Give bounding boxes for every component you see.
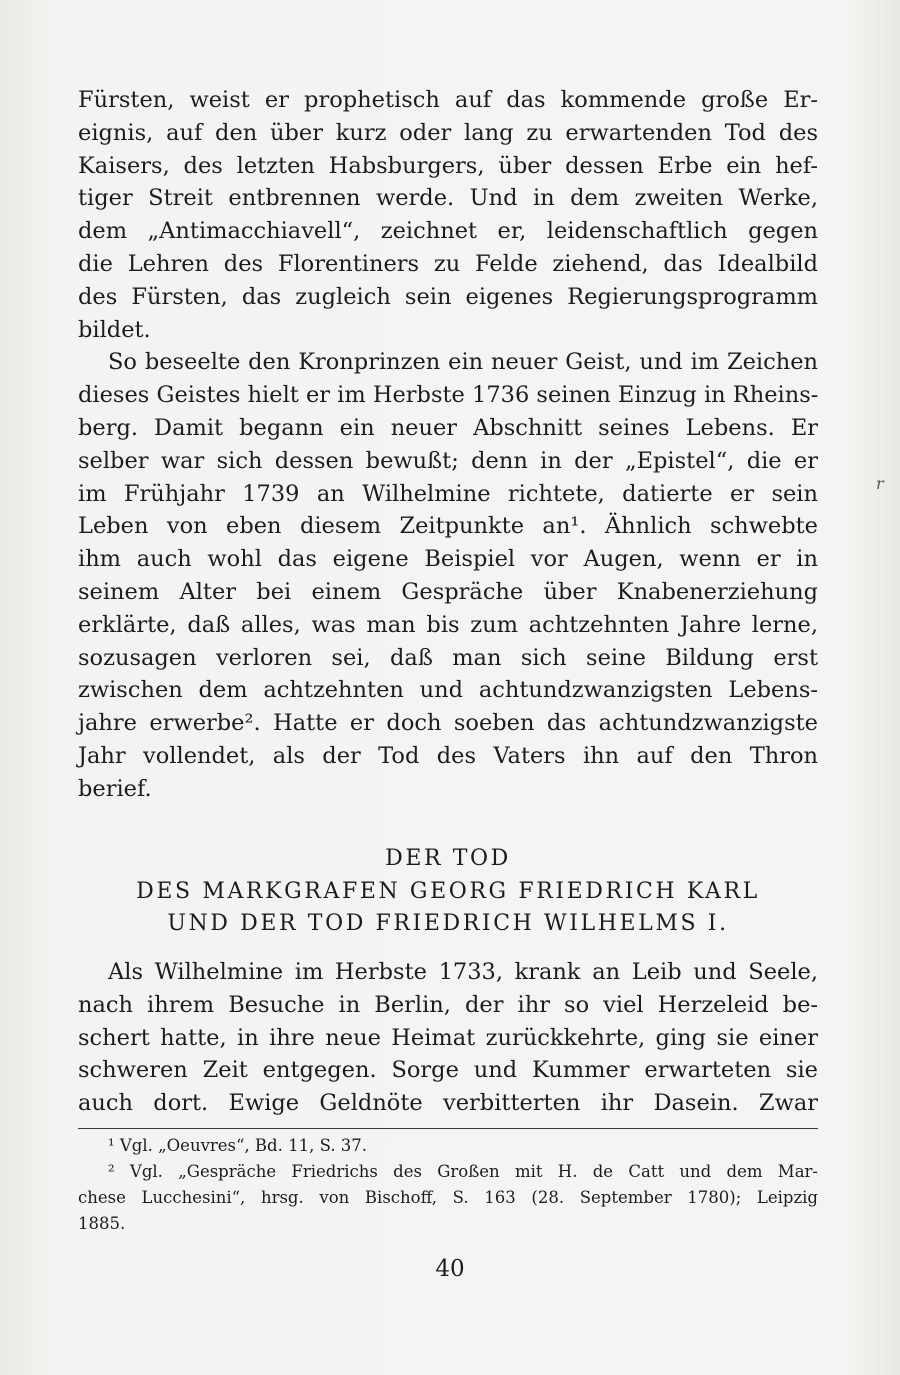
- text-line: ihm auch wohl das eigene Beispiel vor Augen, wenn er in: [78, 546, 818, 573]
- text-line: im Frühjahr 1739 an Wilhelmine richtete, datierte er sein: [78, 480, 818, 507]
- text-line: dem „Antimacchiavell“, zeichnet er, leidenschaftlich gegen: [78, 218, 818, 245]
- footnote-line: ¹ Vgl. „Oeuvres“, Bd. 11, S. 37.: [108, 1136, 368, 1155]
- text-line: Kaisers, des letzten Habsburgers, über dessen Erbe ein hef-: [78, 152, 818, 179]
- text-line: Jahr vollendet, als der Tod des Vaters ihn auf den Thron: [78, 742, 818, 769]
- text-line: die Lehren des Florentiners zu Felde ziehend, das Idealbild: [78, 250, 818, 277]
- text-line: jahre erwerbe². Hatte er doch soeben das achtundzwanzigste: [78, 710, 818, 737]
- footnote-line: ² Vgl. „Gespräche Friedrichs des Großen mit H. de Catt und dem Mar-: [108, 1162, 818, 1181]
- footnotes: [78, 1133, 818, 1237]
- footnote-line: chese Lucchesini“, hrsg. von Bischoff, S. 163 (28. September 1780); Leipzig: [78, 1188, 818, 1207]
- text-line: So beseelte den Kronprinzen ein neuer Geist, und im Zeichen: [108, 349, 818, 376]
- text-line: berg. Damit begann ein neuer Abschnitt seines Lebens. Er: [78, 414, 818, 441]
- text-line: tiger Streit entbrennen werde. Und in dem zweiten Werke,: [78, 185, 818, 212]
- body-text: [78, 84, 818, 806]
- margin-mark: r: [876, 474, 884, 493]
- text-line: bildet.: [78, 316, 151, 343]
- text-line: erklärte, daß alles, was man bis zum achtzehnten Jahre lerne,: [78, 611, 818, 638]
- text-line: Leben von eben diesem Zeitpunkte an¹. Ähnlich schwebte: [78, 513, 818, 540]
- footnote-line: 1885.: [78, 1214, 126, 1233]
- heading-line: DES MARKGRAFEN GEORG FRIEDRICH KARL: [136, 878, 760, 904]
- paragraph-3: [78, 956, 818, 1120]
- text-line: zwischen dem achtzehnten und achtundzwanzigsten Lebens-: [78, 677, 818, 704]
- text-line: auch dort. Ewige Geldnöte verbitterten ihr Dasein. Zwar: [78, 1090, 818, 1117]
- heading-line: DER TOD: [385, 846, 511, 871]
- text-line: sozusagen verloren sei, daß man sich seine Bildung erst: [78, 644, 818, 671]
- text-line: selber war sich dessen bewußt; denn in der „Epistel“, die er: [78, 447, 818, 474]
- text-line: schweren Zeit entgegen. Sorge und Kummer erwarteten sie: [78, 1057, 818, 1084]
- paragraph-2: [78, 346, 818, 805]
- text-line: schert hatte, in ihre neue Heimat zurückkehrte, ging sie einer: [78, 1024, 818, 1051]
- paragraph-1: [78, 84, 818, 346]
- text-line: eignis, auf den über kurz oder lang zu erwartenden Tod des: [78, 119, 818, 146]
- text-line: des Fürsten, das zugleich sein eigenes Regierungsprogramm: [78, 283, 818, 310]
- heading-line: UND DER TOD FRIEDRICH WILHELMS I.: [167, 911, 729, 936]
- text-line: Fürsten, weist er prophetisch auf das kommende große Er-: [78, 87, 818, 113]
- section-heading: [78, 843, 818, 941]
- page-number: 40: [435, 1256, 465, 1282]
- text-line: seinem Alter bei einem Gespräche über Knabenerziehung: [78, 578, 818, 605]
- text-line: nach ihrem Besuche in Berlin, der ihr so viel Herzeleid be-: [78, 991, 818, 1018]
- text-line: Als Wilhelmine im Herbste 1733, krank an Leib und Seele,: [108, 959, 818, 985]
- footnote-rule: [78, 1128, 818, 1129]
- text-line: berief.: [78, 775, 152, 802]
- text-line: dieses Geistes hielt er im Herbste 1736 seinen Einzug in Rheins-: [78, 382, 819, 409]
